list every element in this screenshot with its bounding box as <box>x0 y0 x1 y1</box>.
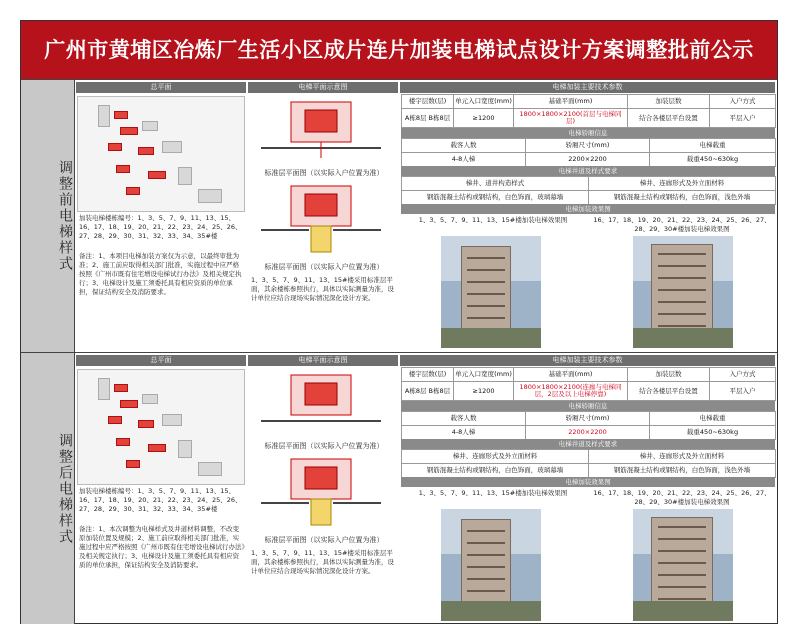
plan-top-caption: 标准层平面图（以实际入户位置为准） <box>264 169 384 177</box>
table-row <box>402 153 776 167</box>
col-header-plan-view: 电梯平面示意图 <box>248 355 398 366</box>
building <box>142 121 158 131</box>
site-plan-map <box>77 96 245 212</box>
building-highlighted <box>116 438 130 446</box>
col-header-plan-view: 电梯平面示意图 <box>248 82 398 93</box>
site-note: 加装电梯楼栋编号：1、3、5、7、9、11、13、15、16、17、18、19、20、21、22、23、24、25、26、27、28、29、30、31、32、33、34、35#楼 <box>79 214 242 240</box>
building-highlighted <box>126 187 140 195</box>
table-row <box>402 109 776 128</box>
structure-cell: 钢筋混凝土结构或钢结构，白色饰面，浅色外墙 <box>589 191 776 205</box>
table-row <box>402 95 776 109</box>
plan-note: 1、3、5、7、9、11、13、15#楼采用标准层平面，其余楼栋参照执行，具体以实际测量为准，设计单位应结合现场实际情况深化设计方案。 <box>251 549 394 575</box>
building <box>198 189 222 203</box>
building <box>162 414 182 426</box>
col-header-params: 电梯加装主要技术参数 <box>400 355 775 366</box>
elevator-plan-bottom <box>261 455 381 531</box>
building-highlighted <box>120 127 138 135</box>
building-highlighted <box>138 420 154 428</box>
params-head: 单元入口宽度(mm) <box>454 95 514 109</box>
effect-photo-right <box>633 509 733 621</box>
plan-top-caption: 标准层平面图（以实际入户位置为准） <box>264 442 384 450</box>
cabin-cell: 4-8人梯 <box>402 426 526 440</box>
cabin-title: 电梯轿厢信息 <box>401 128 775 138</box>
building <box>198 462 222 476</box>
params-head: 加装层数 <box>628 368 710 382</box>
cabin-cell: 载重450~630kg <box>650 153 776 167</box>
table-row <box>402 464 776 478</box>
page-title: 广州市黄埔区冶炼厂生活小区成片连片加装电梯试点设计方案调整批前公示 <box>21 21 777 79</box>
section-before <box>21 79 777 352</box>
params-table <box>401 367 776 401</box>
cabin-table <box>401 138 776 167</box>
building <box>142 394 158 404</box>
plan-note: 1、3、5、7、9、11、13、15#楼采用标准层平面，其余楼栋参照执行，具体以实际测量为准，设计单位应结合现场实际情况深化设计方案。 <box>251 276 394 302</box>
params-cell: 1800×1800×2100(首层与电梯同层) <box>514 109 628 128</box>
effect-right-caption: 16、17、18、19、20、21、22、23、24、25、26、27、28、29、30#楼加装电梯效果图 <box>593 216 771 233</box>
effect-left-caption: 1、3、5、7、9、11、13、15#楼加装电梯效果图 <box>418 216 568 224</box>
structure-head: 梯井、连廊形式及外立面材料 <box>589 177 776 191</box>
params-head: 基础平面(mm) <box>514 95 628 109</box>
cabin-head: 轿厢尺寸(mm) <box>526 139 650 153</box>
structure-title: 电梯井道及样式要求 <box>401 439 775 449</box>
table-row <box>402 368 776 382</box>
cabin-cell: 4-8人梯 <box>402 153 526 167</box>
site-note: 加装电梯楼栋编号：1、3、5、7、9、11、13、15、16、17、18、19、20、21、22、23、24、25、26、27、28、29、30、31、32、33、34、35#楼 <box>79 487 242 513</box>
elevator-plan-bottom <box>261 182 381 258</box>
building-highlighted <box>148 444 166 452</box>
params-head: 单元入口宽度(mm) <box>454 368 514 382</box>
side-label-after <box>21 353 75 624</box>
building-highlighted <box>116 165 130 173</box>
params-head: 入户方式 <box>710 368 776 382</box>
structure-table <box>401 449 776 478</box>
site-plan-map <box>77 369 245 485</box>
params-cell: ≥1200 <box>454 382 514 401</box>
building-highlighted <box>138 147 154 155</box>
effect-left-caption: 1、3、5、7、9、11、13、15#楼加装电梯效果图 <box>418 489 568 497</box>
building-highlighted <box>114 111 128 119</box>
effect-title: 电梯加装效果图 <box>401 204 775 214</box>
table-row <box>402 139 776 153</box>
params-head: 楼宇层数(层) <box>402 95 454 109</box>
effect-photo-left <box>441 509 541 621</box>
col-header-site-plan: 总平面 <box>76 82 246 93</box>
table-row <box>402 382 776 401</box>
structure-cell: 钢筋混凝土结构或钢结构，白色饰面，浅色外墙 <box>589 464 776 478</box>
params-head: 楼宇层数(层) <box>402 368 454 382</box>
col-header-site-plan: 总平面 <box>76 355 246 366</box>
structure-title: 电梯井道及样式要求 <box>401 166 775 176</box>
building-highlighted <box>114 384 128 392</box>
side-label-text: 调整前电梯样式 <box>57 160 73 272</box>
building <box>162 141 182 153</box>
cabin-head: 电梯载重 <box>650 412 776 426</box>
params-head: 基础平面(mm) <box>514 368 628 382</box>
section-after <box>21 352 777 624</box>
cabin-head: 轿厢尺寸(mm) <box>526 412 650 426</box>
cabin-head: 载客人数 <box>402 412 526 426</box>
params-cell: 1800×1800×2100(连廊与电梯同层，2层及以上电梯停靠) <box>514 382 628 401</box>
building <box>98 378 110 400</box>
params-cell: 平层入户 <box>710 109 776 128</box>
cabin-title: 电梯轿厢信息 <box>401 401 775 411</box>
cabin-cell: 2200×2200 <box>526 426 650 440</box>
building <box>178 440 192 458</box>
effect-title: 电梯加装效果图 <box>401 477 775 487</box>
col-header-params: 电梯加装主要技术参数 <box>400 82 775 93</box>
building-highlighted <box>148 171 166 179</box>
elevator-plan-top <box>261 369 381 439</box>
effect-photo-left <box>441 236 541 348</box>
structure-cell: 钢筋混凝土结构或钢结构，白色饰面，玻璃幕墙 <box>402 464 589 478</box>
params-head: 加装层数 <box>628 95 710 109</box>
table-row <box>402 191 776 205</box>
params-cell: 结合各楼层平台设置 <box>628 109 710 128</box>
remarks: 备注：1、本项目电梯加装方案仅为示意，以最终审批为准；2、施工前应取得相关部门批准，实施过程中应严格按照《广州市既有住宅增设电梯试行办法》及相关规定执行；3、电梯设计及施工须委托具有相应资质的单位承担，保证结构安全及消防要求。 <box>79 252 242 296</box>
poster-frame <box>20 20 778 624</box>
cabin-head: 载客人数 <box>402 139 526 153</box>
params-cell: A栋8层 B栋8层 <box>402 109 454 128</box>
building-highlighted <box>126 460 140 468</box>
building-highlighted <box>108 416 122 424</box>
cabin-table <box>401 411 776 440</box>
building-highlighted <box>108 143 122 151</box>
plan-bottom-caption: 标准层平面图（以实际入户位置为准） <box>264 263 384 271</box>
side-label-before <box>21 80 75 352</box>
structure-head: 梯井、连廊形式及外立面材料 <box>402 450 589 464</box>
params-head: 入户方式 <box>710 95 776 109</box>
structure-head: 梯井、道井构造样式 <box>402 177 589 191</box>
table-row <box>402 450 776 464</box>
structure-head: 梯井、连廊形式及外立面材料 <box>589 450 776 464</box>
effect-right-caption: 16、17、18、19、20、21、22、23、24、25、26、27、28、29、30#楼加装电梯效果图 <box>593 489 771 506</box>
params-cell: A栋8层 B栋8层 <box>402 382 454 401</box>
building <box>98 105 110 127</box>
building <box>178 167 192 185</box>
cabin-cell: 2200×2200 <box>526 153 650 167</box>
plan-bottom-caption: 标准层平面图（以实际入户位置为准） <box>264 536 384 544</box>
building-highlighted <box>120 400 138 408</box>
params-cell: ≥1200 <box>454 109 514 128</box>
table-row <box>402 412 776 426</box>
params-cell: 平层入户 <box>710 382 776 401</box>
params-table <box>401 94 776 128</box>
table-row <box>402 426 776 440</box>
elevator-plan-top <box>261 96 381 166</box>
side-label-text: 调整后电梯样式 <box>57 432 73 545</box>
table-row <box>402 177 776 191</box>
cabin-head: 电梯载重 <box>650 139 776 153</box>
cabin-cell: 载重450~630kg <box>650 426 776 440</box>
effect-photo-right <box>633 236 733 348</box>
params-cell: 结合各楼层平台设置 <box>628 382 710 401</box>
remarks: 备注：1、本次调整为电梯样式及井道材料调整，不改变原加装位置及规模；2、施工前应取得相关部门批准，实施过程中应严格按照《广州市既有住宅增设电梯试行办法》及相关规定执行；3、电梯设计及施工须委托具有相应资质的单位承担，保证结构安全及消防要求。 <box>79 525 245 569</box>
structure-cell: 钢筋混凝土结构或钢结构，白色饰面，玻璃幕墙 <box>402 191 589 205</box>
structure-table <box>401 176 776 205</box>
